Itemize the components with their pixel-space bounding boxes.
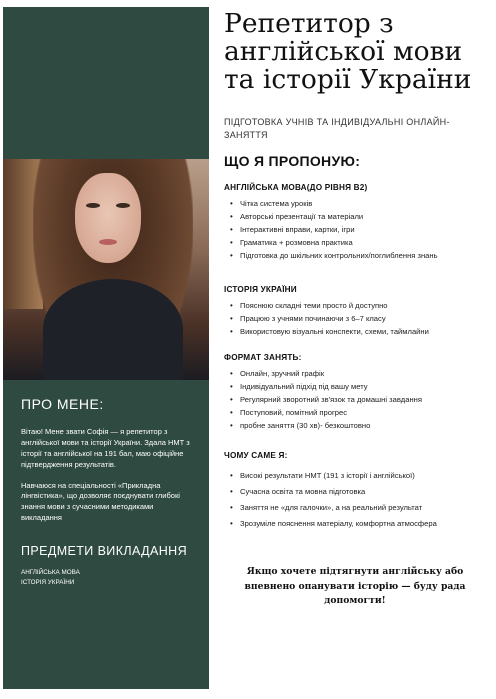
list-item: • Зрозуміле пояснення матеріалу, комфортна атмосфера [230,518,486,529]
list-item: • пробне заняття (30 хв)- безкоштовно [230,420,486,431]
closing-message [224,565,486,608]
subjects-list [21,568,191,588]
list-item: • Підготовка до шкільних контрольних/поглиблення знань [230,250,486,261]
list-item: • Використовую візуальні конспекти, схеми, таймлайни [230,326,486,337]
list-item: • Чітка система уроків [230,198,486,209]
closing-line: допомогти! [324,594,386,606]
page-title: Репетитор з англійської мови та історії України [224,8,472,96]
about-paragraph-1: Вітаю! Мене звати Софія — я репетитор з англійської мови та історії України. Здала НМТ з історії та англійської на 191 бал, маю офіційне підтвердження результатів. [21,427,190,469]
format-heading: ФОРМАТ ЗАНЯТЬ: [224,353,302,363]
why-list [230,470,486,529]
about-paragraph-2: Навчаюся на спеціальності «Прикладна лінгвістика», що дозволяє поєднувати глибокі знання мови з сучасними методиками викладання [21,480,180,523]
left-panel [3,7,209,689]
list-item: • Заняття не «для галочки», а на реальний результат [230,502,486,513]
history-list [230,300,486,337]
list-item: • Онлайн, зручний графік [230,368,486,379]
list-item: • Високі результати НМТ (191 з історії і англійської) [230,470,486,481]
list-item: • Регулярний зворотний зв'язок та домашні завдання [230,394,486,405]
about-panel [3,380,209,689]
list-item: • Сучасна освіта та мовна підготовка [230,486,486,497]
about-heading: ПРО МЕНЕ: [21,396,104,412]
history-heading: ІСТОРІЯ УКРАЇНИ [224,285,297,295]
english-list [230,198,486,261]
main-content [224,10,486,608]
subject-item: АНГЛІЙСЬКА МОВА [21,569,80,576]
offer-heading: ЩО Я ПРОПОНУЮ: [224,153,361,170]
page-subtitle: ПІДГОТОВКА УЧНІВ ТА ІНДИВІДУАЛЬНІ ОНЛАЙН-ЗАНЯТТЯ [224,117,450,140]
list-item: • Авторські презентації та матеріали [230,211,486,222]
why-heading: ЧОМУ САМЕ Я: [224,451,288,461]
subject-item: ІСТОРІЯ УКРАЇНИ [21,579,75,587]
format-list [230,368,486,431]
list-item: • Пояснюю складні теми просто й доступно [230,300,486,311]
decorative-block [3,7,209,159]
list-item: • Працюю з учнями починаючи з 6–7 класу [230,313,486,324]
english-heading: АНГЛІЙСЬКА МОВА(ДО РІВНЯ B2) [224,183,368,193]
profile-photo [3,159,209,380]
list-item: • Поступовий, помітний прогрес [230,407,486,418]
list-item: • Індивідуальний підхід під вашу мету [230,381,486,392]
list-item: • Граматика + розмовна практика [230,237,486,248]
subjects-heading: ПРЕДМЕТИ ВИКЛАДАННЯ [21,544,188,558]
list-item: • Інтерактивні вправи, картки, ігри [230,224,486,235]
closing-line: впевнено опанувати історію — буду рада [244,580,466,592]
closing-line: Якщо хочете підтягнути англійську або [246,566,464,578]
